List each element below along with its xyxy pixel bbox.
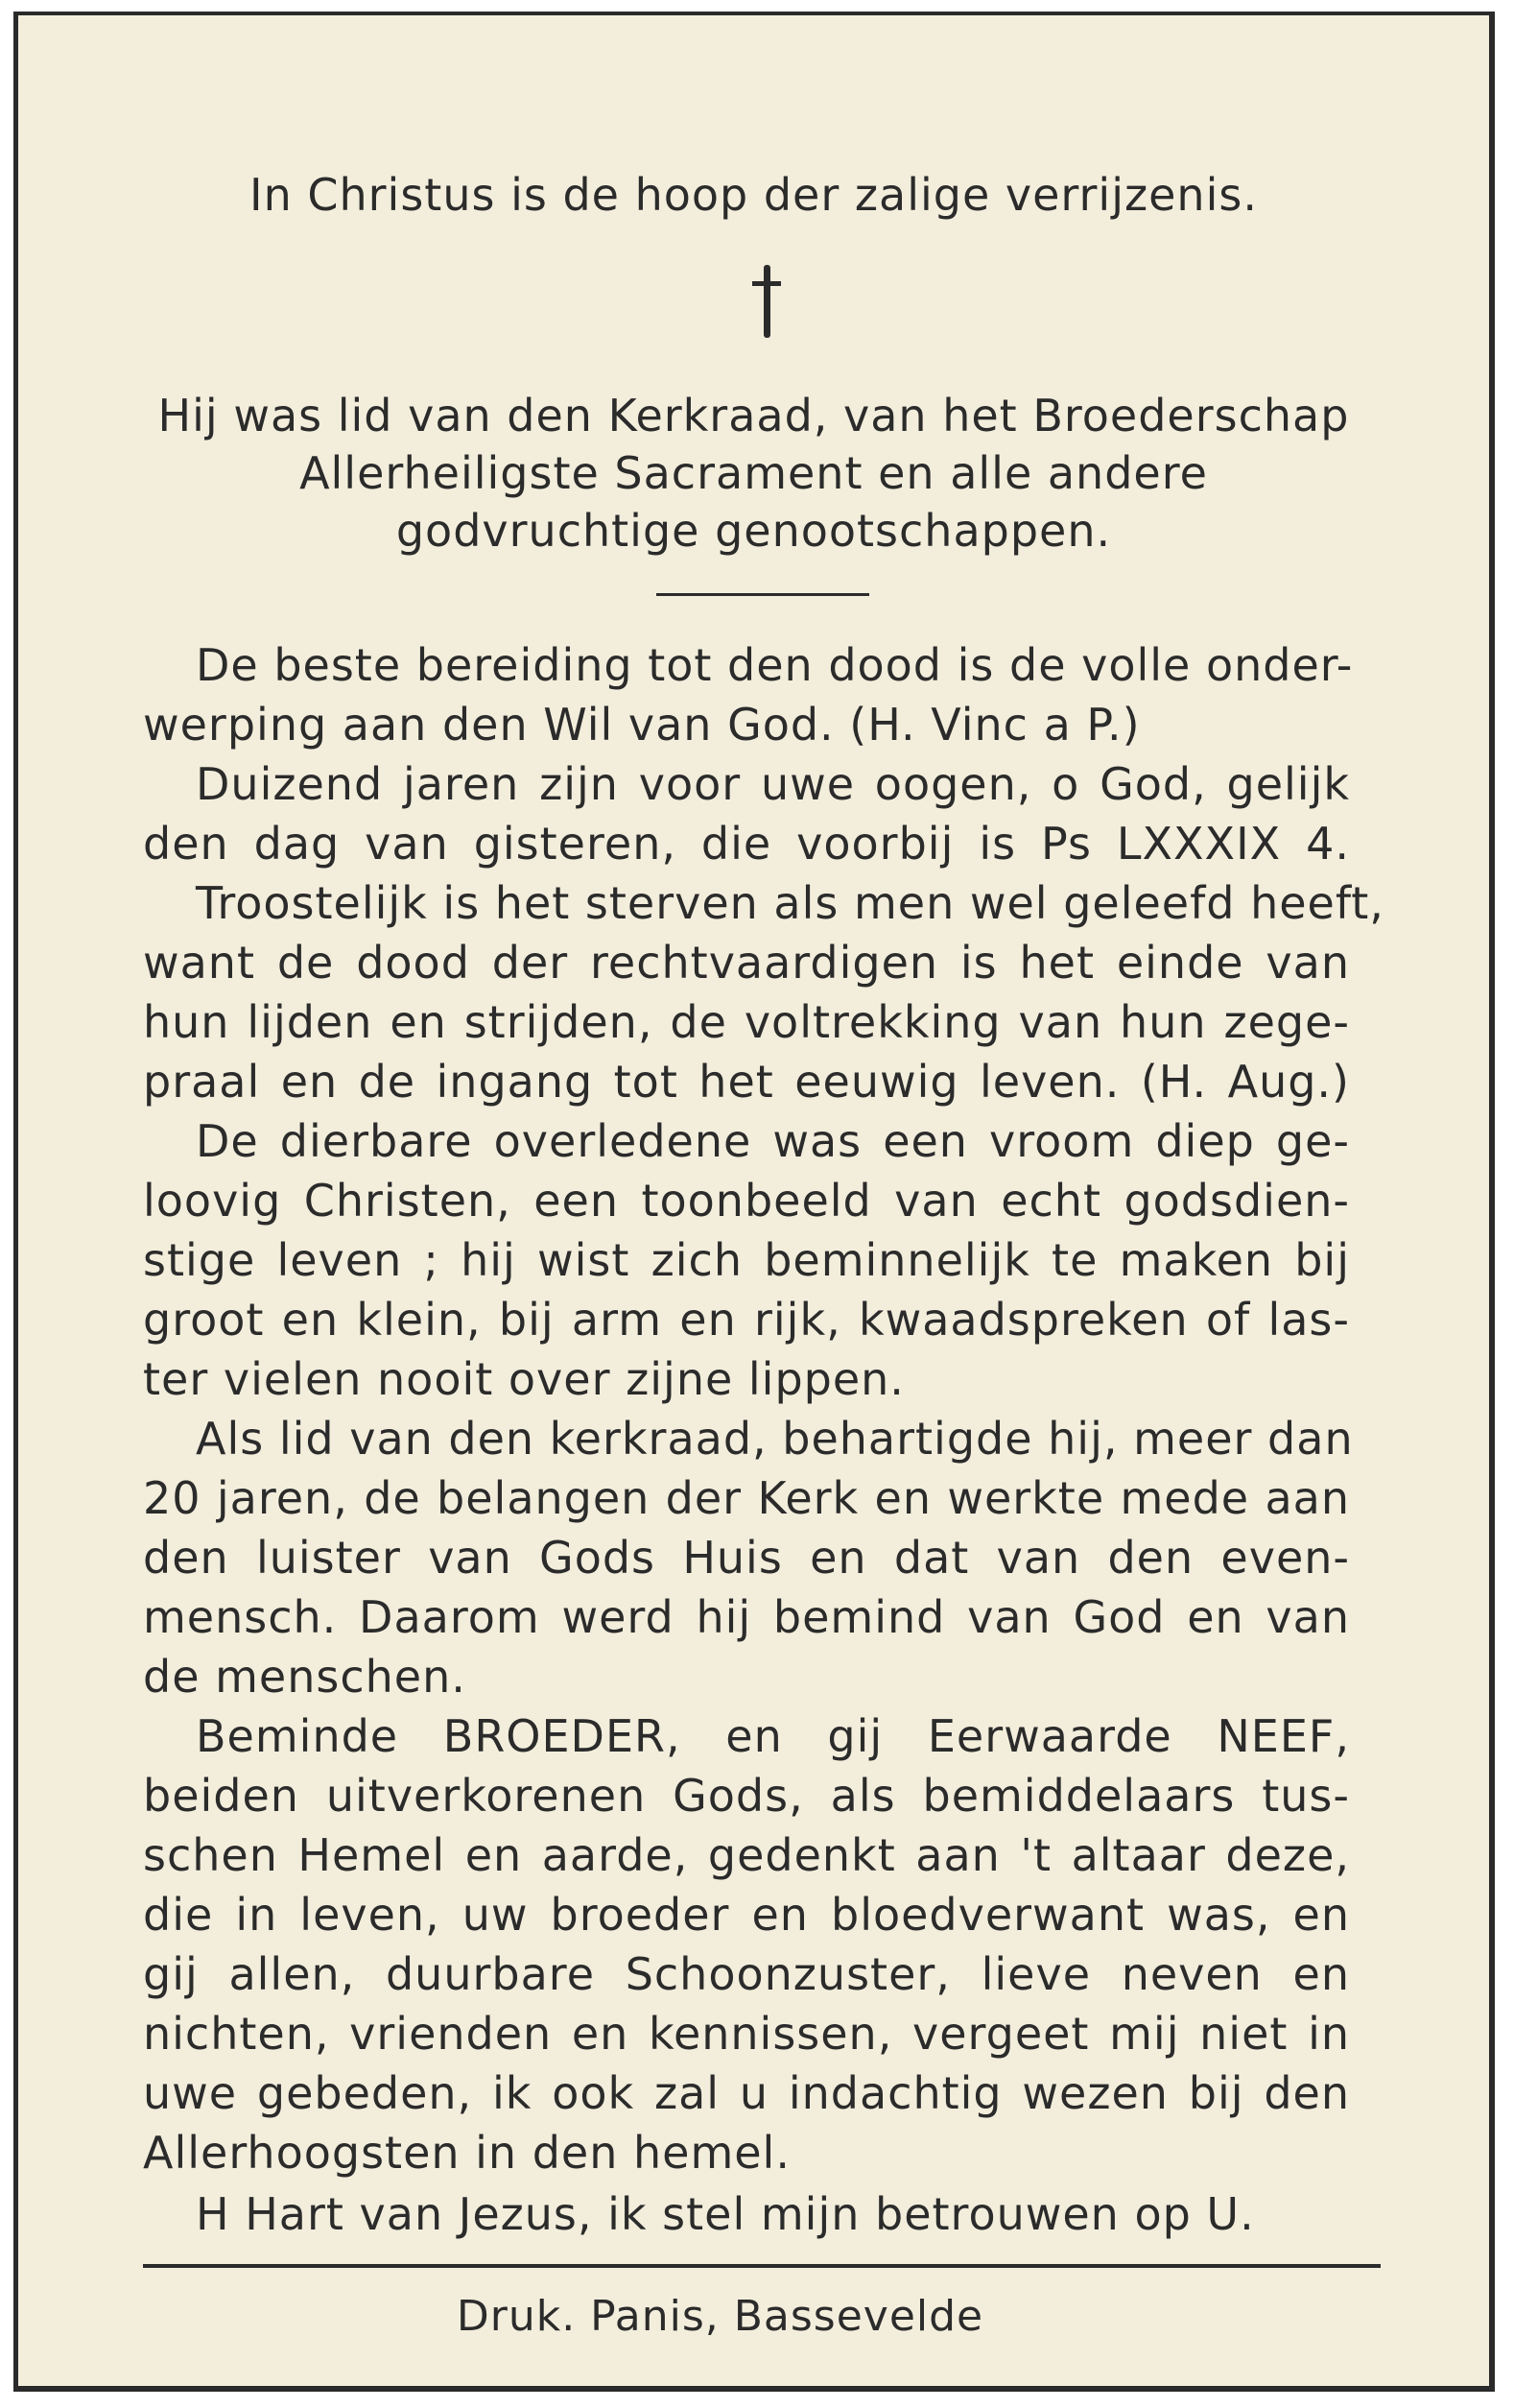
- body-line: die in leven, uw broeder en bloedverwant was, en: [143, 1889, 1350, 1941]
- body-line: mensch. Daarom werd hij bemind van God en van: [143, 1591, 1350, 1643]
- body-line: nichten, vrienden en kennissen, vergeet mij niet in: [143, 2008, 1350, 2060]
- body-line: Troostelijk is het sterven als men wel geleefd heeft,: [196, 877, 1384, 929]
- body-line: den luister van Gods Huis en dat van den even-: [143, 1532, 1350, 1584]
- body-line: ter vielen nooit over zijne lippen.: [143, 1353, 905, 1405]
- body-line: werping aan den Wil van God. (H. Vinc a P.): [143, 699, 1141, 751]
- membership-line-2: Allerheiligste Sacrament en alle andere: [299, 447, 1208, 499]
- body-line: beiden uitverkorenen Gods, als bemiddelaars tus-: [143, 1770, 1350, 1822]
- body-line: praal en de ingang tot het eeuwig leven. (H. Aug.): [143, 1056, 1350, 1108]
- body-line: loovig Christen, een toonbeeld van echt godsdien-: [143, 1175, 1350, 1227]
- body-line: 20 jaren, de belangen der Kerk en werkte mede aan: [143, 1472, 1350, 1524]
- body-line: groot en klein, bij arm en rijk, kwaadspreken of las-: [143, 1294, 1350, 1346]
- memorial-card: [13, 12, 1495, 2392]
- body-line: Beminde BROEDER, en gij Eerwaarde NEEF,: [196, 1710, 1350, 1762]
- body-line: gij allen, duurbare Schoonzuster, lieve neven en: [143, 1948, 1350, 2000]
- printer-credit: Druk. Panis, Bassevelde: [456, 2292, 984, 2341]
- body-line: schen Hemel en aarde, gedenkt aan 't altaar deze,: [143, 1829, 1350, 1881]
- body-line: stige leven ; hij wist zich beminnelijk te maken bij: [143, 1234, 1350, 1286]
- body-line: den dag van gisteren, die voorbij is Ps LXXXIX 4.: [143, 818, 1350, 870]
- body-line: Duizend jaren zijn voor uwe oogen, o God, gelijk: [196, 758, 1350, 810]
- cross-icon: [752, 265, 781, 338]
- body-line: Allerhoogsten in den hemel.: [143, 2127, 791, 2179]
- body-line: hun lijden en strijden, de voltrekking van hun zege-: [143, 996, 1350, 1048]
- closing-invocation: H Hart van Jezus, ik stel mijn betrouwen op U.: [196, 2188, 1255, 2240]
- footer-divider: [143, 2264, 1381, 2268]
- body-line: uwe gebeden, ik ook zal u indachtig wezen bij den: [143, 2067, 1350, 2119]
- membership-line-3: godvruchtige genootschappen.: [395, 505, 1112, 557]
- membership-line-1: Hij was lid van den Kerkraad, van het Broederschap: [157, 390, 1350, 441]
- motto: In Christus is de hoop der zalige verrijzenis.: [249, 169, 1258, 221]
- short-divider: [656, 593, 869, 596]
- body-line: Als lid van den kerkraad, behartigde hij, meer dan: [196, 1413, 1354, 1465]
- body-line: De dierbare overledene was een vroom diep ge-: [196, 1115, 1350, 1167]
- body-line: de menschen.: [143, 1651, 466, 1703]
- body-line: want de dood der rechtvaardigen is het einde van: [143, 937, 1350, 989]
- body-line: De beste bereiding tot den dood is de volle onder-: [196, 639, 1354, 691]
